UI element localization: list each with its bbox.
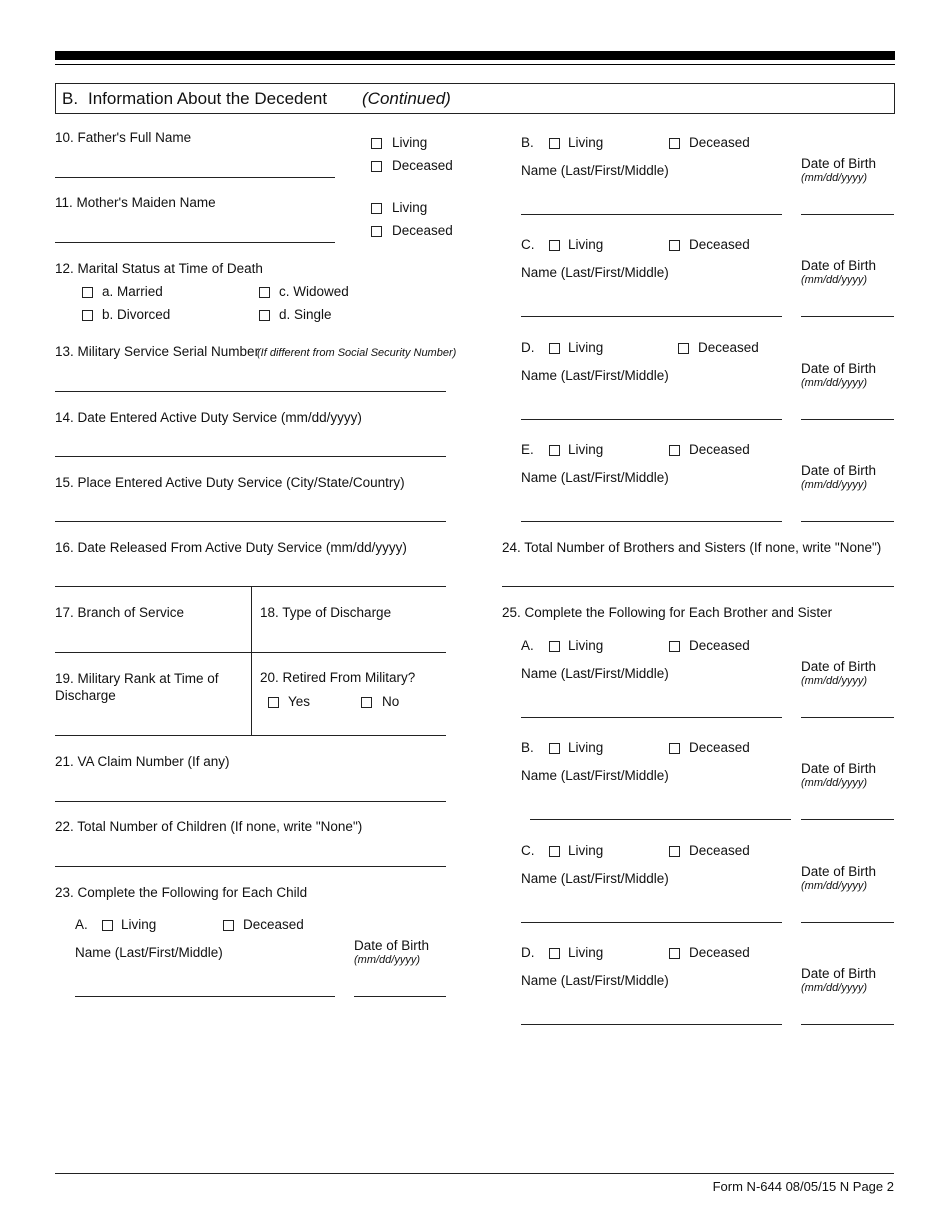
q25-b-deceased-label: Deceased	[689, 740, 750, 755]
section-continued: (Continued)	[362, 89, 451, 108]
q25-a-deceased-checkbox[interactable]	[669, 641, 680, 652]
section-header	[55, 83, 895, 114]
q11-deceased-checkbox[interactable]	[371, 226, 382, 237]
q25-a-letter: A.	[521, 638, 534, 653]
q22-field[interactable]	[55, 866, 446, 867]
q23-d-letter: D.	[521, 340, 535, 355]
q23-b-name-label: Name (Last/First/Middle)	[521, 163, 669, 178]
q25-c-living-checkbox[interactable]	[549, 846, 560, 857]
q23-c-deceased-checkbox[interactable]	[669, 240, 680, 251]
q21-field[interactable]	[55, 801, 446, 802]
q17-label: 17. Branch of Service	[55, 605, 185, 620]
q13-note: (If different from Social Security Number)	[257, 347, 457, 359]
q23-c-letter: C.	[521, 237, 535, 252]
q23-e-name-field[interactable]	[521, 521, 782, 522]
q23-b-dob-format: (mm/dd/yyyy)	[801, 172, 867, 184]
q10-deceased-checkbox[interactable]	[371, 161, 382, 172]
q23-b-deceased-checkbox[interactable]	[669, 138, 680, 149]
q25-b-dob-field[interactable]	[801, 819, 894, 820]
q25-a-dob-format: (mm/dd/yyyy)	[801, 675, 867, 687]
q23-c-dob-label: Date of Birth	[801, 258, 877, 273]
q23-a-dob-format: (mm/dd/yyyy)	[354, 954, 420, 966]
q23-a-name-label: Name (Last/First/Middle)	[75, 945, 223, 960]
q25-c-letter: C.	[521, 843, 535, 858]
q23-a-living-checkbox[interactable]	[102, 920, 113, 931]
q25-d-living-checkbox[interactable]	[549, 948, 560, 959]
q23-b-dob-field[interactable]	[801, 214, 894, 215]
q25-a-name-label: Name (Last/First/Middle)	[521, 666, 669, 681]
q23-c-living-checkbox[interactable]	[549, 240, 560, 251]
q23-e-dob-format: (mm/dd/yyyy)	[801, 479, 867, 491]
q25-b-name-label: Name (Last/First/Middle)	[521, 768, 669, 783]
q23-a-dob-field[interactable]	[354, 996, 446, 997]
q23-d-deceased-checkbox[interactable]	[678, 343, 689, 354]
q25-d-dob-field[interactable]	[801, 1024, 894, 1025]
q19-20-field[interactable]	[55, 735, 446, 736]
q24-label: 24. Total Number of Brothers and Sisters (If none, write "None")	[502, 540, 882, 555]
q12-widowed-label: c. Widowed	[279, 284, 349, 299]
q10-field[interactable]	[55, 177, 335, 178]
q22-label: 22. Total Number of Children (If none, write "None")	[55, 819, 363, 834]
q23-c-name-label: Name (Last/First/Middle)	[521, 265, 669, 280]
q25-c-dob-label: Date of Birth	[801, 864, 877, 879]
q23-a-deceased-checkbox[interactable]	[223, 920, 234, 931]
q23-e-deceased-label: Deceased	[689, 442, 750, 457]
q25-c-deceased-label: Deceased	[689, 843, 750, 858]
q25-b-name-field[interactable]	[530, 819, 791, 820]
q19-label-line1: 19. Military Rank at Time of	[55, 671, 219, 686]
q23-label: 23. Complete the Following for Each Child	[55, 885, 308, 900]
q11-living-checkbox[interactable]	[371, 203, 382, 214]
q12-divorced-checkbox[interactable]	[82, 310, 93, 321]
q23-b-living-checkbox[interactable]	[549, 138, 560, 149]
q25-b-living-checkbox[interactable]	[549, 743, 560, 754]
q20-yes-checkbox[interactable]	[268, 697, 279, 708]
q13-label: 13. Military Service Serial Number	[55, 344, 260, 359]
q10-deceased-label: Deceased	[392, 158, 453, 173]
q11-field[interactable]	[55, 242, 335, 243]
q25-d-living-label: Living	[568, 945, 604, 960]
q23-a-living-label: Living	[121, 917, 157, 932]
q25-c-dob-field[interactable]	[801, 922, 894, 923]
q25-d-dob-label: Date of Birth	[801, 966, 877, 981]
q14-label: 14. Date Entered Active Duty Service (mm/dd/yyyy)	[55, 410, 362, 425]
q11-deceased-label: Deceased	[392, 223, 453, 238]
q25-b-dob-label: Date of Birth	[801, 761, 877, 776]
section-letter: B.	[62, 89, 79, 108]
q12-single-checkbox[interactable]	[259, 310, 270, 321]
q23-d-living-checkbox[interactable]	[549, 343, 560, 354]
q23-e-name-label: Name (Last/First/Middle)	[521, 470, 669, 485]
footer-rule	[55, 1173, 894, 1174]
q19-label-line2: Discharge	[55, 688, 116, 703]
section-title: Information About the Decedent	[88, 89, 328, 108]
q23-b-name-field[interactable]	[521, 214, 782, 215]
q23-a-name-field[interactable]	[75, 996, 335, 997]
q25-c-name-field[interactable]	[521, 922, 782, 923]
q11-living-label: Living	[392, 200, 428, 215]
q21-label: 21. VA Claim Number (If any)	[55, 754, 230, 769]
q23-b-dob-label: Date of Birth	[801, 156, 877, 171]
q25-b-dob-format: (mm/dd/yyyy)	[801, 777, 867, 789]
q23-e-dob-label: Date of Birth	[801, 463, 877, 478]
q23-e-living-label: Living	[568, 442, 604, 457]
q25-d-deceased-label: Deceased	[689, 945, 750, 960]
q25-a-deceased-label: Deceased	[689, 638, 750, 653]
q17-18-divider	[251, 587, 252, 735]
q25-b-letter: B.	[521, 740, 534, 755]
q23-c-dob-format: (mm/dd/yyyy)	[801, 274, 867, 286]
q25-d-deceased-checkbox[interactable]	[669, 948, 680, 959]
q23-e-letter: E.	[521, 442, 534, 457]
q23-d-dob-label: Date of Birth	[801, 361, 877, 376]
q23-e-living-checkbox[interactable]	[549, 445, 560, 456]
q23-b-living-label: Living	[568, 135, 604, 150]
top-rule-thin	[55, 64, 895, 65]
q23-a-dob-label: Date of Birth	[354, 938, 430, 953]
q12-married-checkbox[interactable]	[82, 287, 93, 298]
q25-c-name-label: Name (Last/First/Middle)	[521, 871, 669, 886]
q11-label: 11. Mother's Maiden Name	[55, 195, 216, 210]
q20-label: 20. Retired From Military?	[260, 670, 416, 685]
q23-c-deceased-label: Deceased	[689, 237, 750, 252]
q23-b-letter: B.	[521, 135, 534, 150]
q25-d-dob-format: (mm/dd/yyyy)	[801, 982, 867, 994]
q17-18-field[interactable]	[55, 652, 446, 653]
q12-single-label: d. Single	[279, 307, 332, 322]
q23-d-living-label: Living	[568, 340, 604, 355]
q25-label: 25. Complete the Following for Each Brother and Sister	[502, 605, 833, 620]
q16-label: 16. Date Released From Active Duty Service (mm/dd/yyyy)	[55, 540, 407, 555]
q25-a-living-label: Living	[568, 638, 604, 653]
q10-living-label: Living	[392, 135, 428, 150]
q25-a-dob-field[interactable]	[801, 717, 894, 718]
q10-label: 10. Father's Full Name	[55, 130, 192, 145]
q23-c-dob-field[interactable]	[801, 316, 894, 317]
q25-c-living-label: Living	[568, 843, 604, 858]
q25-c-dob-format: (mm/dd/yyyy)	[801, 880, 867, 892]
q25-a-name-field[interactable]	[521, 717, 782, 718]
q12-divorced-label: b. Divorced	[102, 307, 171, 322]
q25-a-dob-label: Date of Birth	[801, 659, 877, 674]
q25-d-name-label: Name (Last/First/Middle)	[521, 973, 669, 988]
q23-d-name-label: Name (Last/First/Middle)	[521, 368, 669, 383]
q14-field[interactable]	[55, 456, 446, 457]
q25-b-living-label: Living	[568, 740, 604, 755]
q12-married-label: a. Married	[102, 284, 163, 299]
q25-b-deceased-checkbox[interactable]	[669, 743, 680, 754]
q20-no-checkbox[interactable]	[361, 697, 372, 708]
q13-field[interactable]	[55, 391, 446, 392]
q23-c-name-field[interactable]	[521, 316, 782, 317]
q25-d-name-field[interactable]	[521, 1024, 782, 1025]
q12-widowed-checkbox[interactable]	[259, 287, 270, 298]
q23-d-dob-format: (mm/dd/yyyy)	[801, 377, 867, 389]
top-rule-thick	[55, 51, 895, 60]
q23-a-letter: A.	[75, 917, 88, 932]
q25-d-letter: D.	[521, 945, 535, 960]
q23-b-deceased-label: Deceased	[689, 135, 750, 150]
q23-c-living-label: Living	[568, 237, 604, 252]
q20-no-label: No	[382, 694, 400, 709]
q24-field[interactable]	[502, 586, 894, 587]
q25-a-living-checkbox[interactable]	[549, 641, 560, 652]
q12-label: 12. Marital Status at Time of Death	[55, 261, 263, 276]
q23-d-dob-field[interactable]	[801, 419, 894, 420]
q10-living-checkbox[interactable]	[371, 138, 382, 149]
q20-yes-label: Yes	[288, 694, 311, 709]
q23-e-dob-field[interactable]	[801, 521, 894, 522]
q15-field[interactable]	[55, 521, 446, 522]
q15-label: 15. Place Entered Active Duty Service (City/State/Country)	[55, 475, 405, 490]
footer-form-id: Form N-644 08/05/15 N Page 2	[712, 1179, 894, 1194]
q23-e-deceased-checkbox[interactable]	[669, 445, 680, 456]
q25-c-deceased-checkbox[interactable]	[669, 846, 680, 857]
q23-a-deceased-label: Deceased	[243, 917, 304, 932]
q23-d-name-field[interactable]	[521, 419, 782, 420]
q18-label: 18. Type of Discharge	[260, 605, 392, 620]
q23-d-deceased-label: Deceased	[698, 340, 759, 355]
